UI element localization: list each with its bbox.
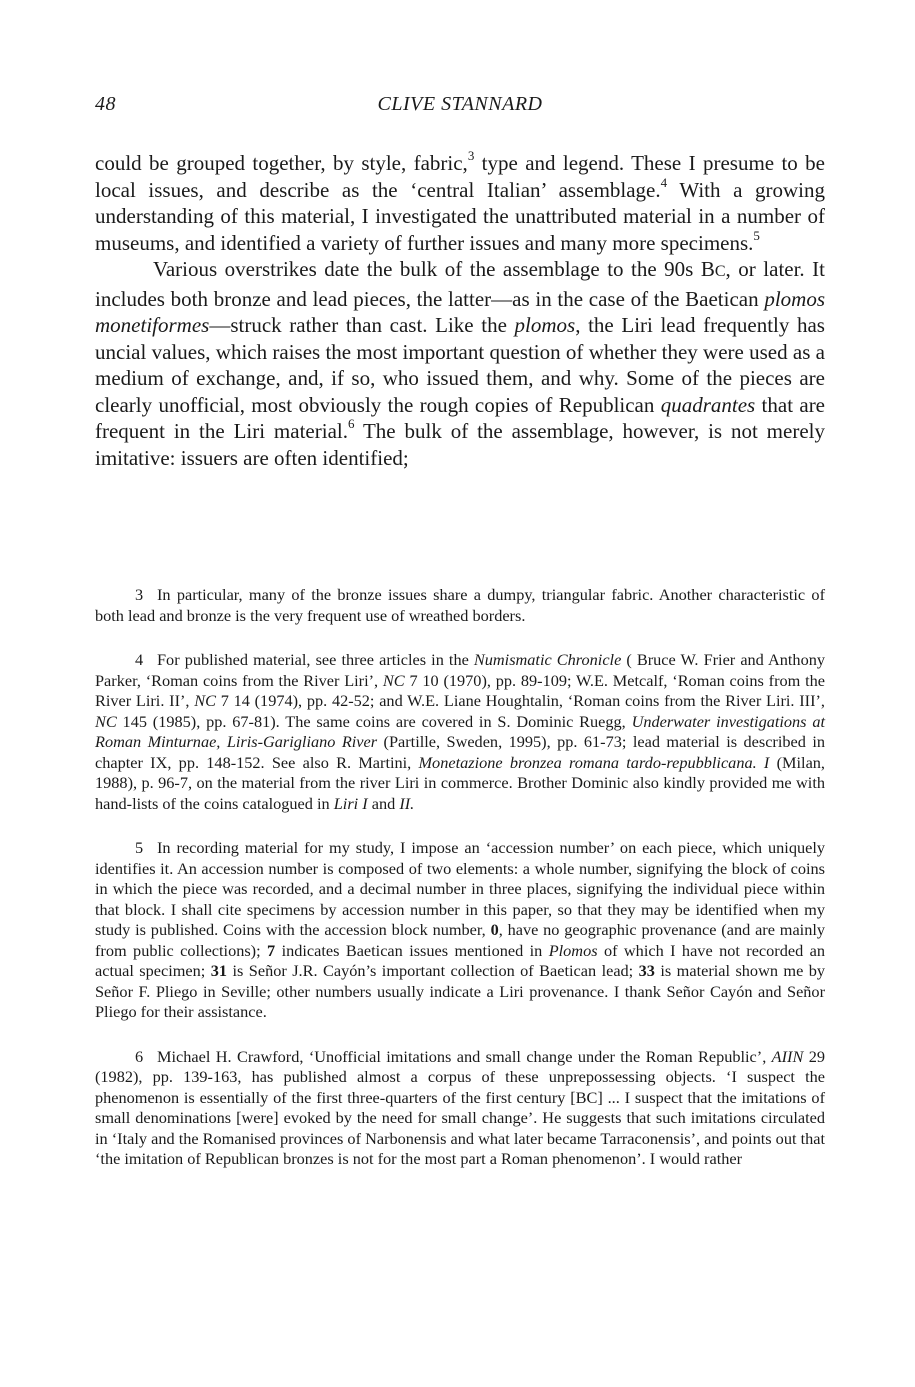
footnote-number: 4 bbox=[135, 650, 144, 669]
footnote-6: 6 Michael H. Crawford, ‘Unofficial imitations and small change under the Roman Republic’, AIIN 29 (1982), pp. 139-163, has published almost a corpus of these unprepossessing objects. ‘I suspect the phenomenon is essentially of the first three-quarters of the first century [BC] ... I suspect that the imitations of small denominations [were] evoked by the need for small change’. He suggests that such imitations circulated in ‘Italy and the Romanised provinces of Narbonensis and what later became Tarraconensis’, and points out that ‘the imitation of Republican bronzes is not for the most part a Roman phenomenon’. I would rather bbox=[95, 1046, 826, 1168]
footnote-number: 6 bbox=[135, 1046, 144, 1066]
footnote-5: 5 In recording material for my study, I impose an ‘accession number’ on each piece, which uniquely identifies it. An accession number is composed of two elements: a whole number, signifying the block of coins in which the piece was recorded, and a decimal number in three places, signifying the individual piece within that block. I shall cite specimens by accession number in this paper, so that they may be identified when my study is published. Coins with the accession block number, 0, have no geographic provenance (and are mainly from public collections); 7 indicates Baetican issues mentioned in Plomos of which I have not recorded an actual specimen; 31 is Señor J.R. Cayón’s important collection of Baetican lead; 33 is material shown me by Señor F. Pliego in Seville; other numbers usually indicate a Liri provenance. I thank Señor Cayón and Señor Pliego for their assistance. bbox=[95, 838, 826, 1021]
running-head: CLIVE STANNARD bbox=[377, 93, 543, 115]
page-number: 48 bbox=[95, 93, 116, 115]
footnote-ref-5[interactable]: 5 bbox=[753, 227, 760, 243]
paragraph-2: Various overstrikes date the bulk of the assemblage to the 90s BC, or later. It includes both bronze and lead pieces, the latter—as in the case of the Baetican plomos monetiformes—struck rather than cast. Like the plomos, the Liri lead frequently has uncial values, which raises the most important question of whether they were used as a medium of exchange, and, if so, who issued them, and why. Some of the pieces are clearly unofficial, most obviously the rough copies of Republican quadrantes that are frequent in the Liri material.$^6$ The bulk of the assemblage, however, is not merely imitative: issuers are often identified; bbox=[95, 257, 826, 470]
page-header bbox=[95, 93, 825, 117]
footnotes bbox=[95, 585, 825, 1194]
footnote-number: 3 bbox=[135, 585, 144, 604]
footnote-3: 3 In particular, many of the bronze issues share a dumpy, triangular fabric. Another characteristic of both lead and bronze is the very frequent use of wreathed borders. bbox=[95, 585, 825, 625]
footnote-number: 5 bbox=[135, 838, 144, 857]
footnote-4: 4 For published material, see three articles in the Numismatic Chronicle ( Bruce W. Frier and Anthony Parker, ‘Roman coins from the River Liri’, NC 7 10 (1970), pp. 89-109; W.E. Metcalf, ‘Roman coins from the River Liri. II’, NC 7 14 (1974), pp. 42-52; and W.E. Liane Houghtalin, ‘Roman coins from the River Liri. III’, NC 145 (1985), pp. 67-81). The same coins are covered in S. Dominic Ruegg, Underwater investigations at Roman Minturnae, Liris-Garigliano River (Partille, Sweden, 1995), pp. 61-73; lead material is described in chapter IX, pp. 148-152. See also R. Martini, Monetazione bronzea romana tardo-repubblicana. I (Milan, 1988), p. 96-7, on the material from the river Liri in commerce. Brother Dominic also kindly provided me with hand-lists of the coins catalogued in Liri I and II. bbox=[95, 650, 826, 813]
footnote-ref-6[interactable]: 6 bbox=[347, 416, 355, 431]
footnote-ref-4[interactable]: 4 bbox=[660, 174, 668, 190]
main-text bbox=[95, 150, 825, 471]
footnote-ref-3[interactable]: 3 bbox=[467, 148, 475, 163]
paragraph-1: could be grouped together, by style, fabric,$^3$ type and legend. These I presume to be local issues, and describe as the ‘central Italian’ assemblage.$^4$ With a growing understanding of this material, I investigated the unattributed material in a number of museums, and identified a variety of further issues and many more specimens.$^5$ bbox=[95, 148, 825, 255]
